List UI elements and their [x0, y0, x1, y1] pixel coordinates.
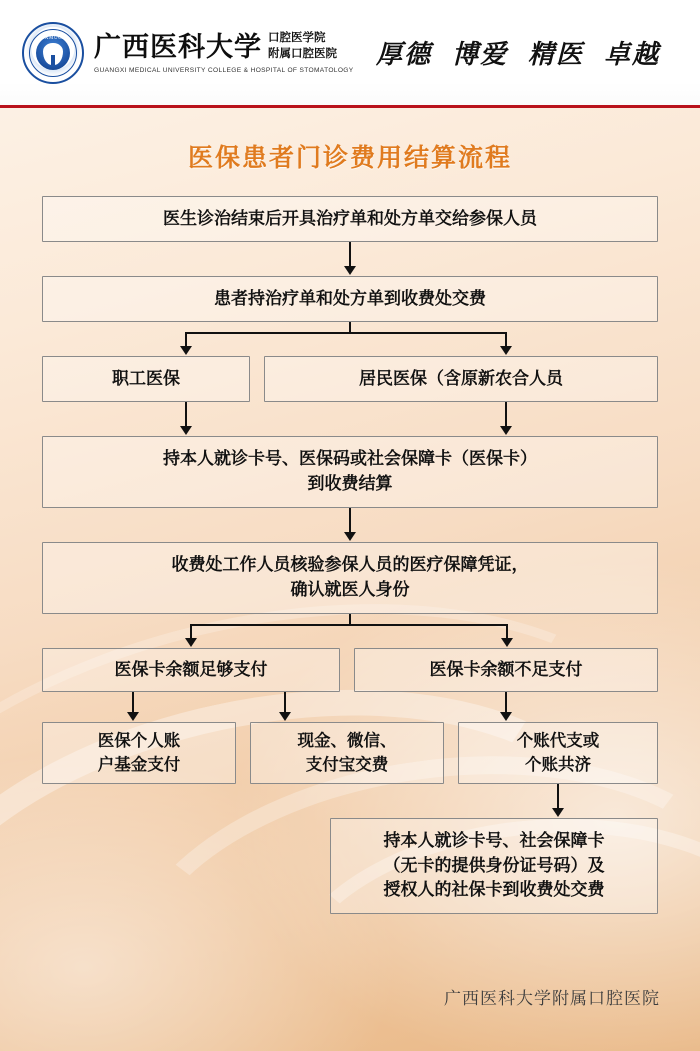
arrow-down-icon	[505, 402, 507, 427]
flow-connector-7	[42, 784, 658, 818]
flow-row-6	[42, 648, 658, 692]
flow-connector-3	[42, 402, 658, 436]
motto-block	[376, 34, 678, 71]
flow-node-branch-employee: 职工医保	[42, 356, 250, 402]
flow-node-pay-account-proxy	[458, 722, 658, 784]
university-name-cn: 广西医科大学	[94, 32, 262, 63]
arrow-down-icon	[190, 624, 192, 639]
flow-node-final-line1: 持本人就诊卡号、社会保障卡	[383, 831, 605, 851]
footer-institution-name: 广西医科大学附属口腔医院	[444, 989, 660, 1008]
motto-word-3: 精医	[527, 40, 584, 69]
crest-text: GXMUCS	[40, 35, 66, 41]
motto-word-1: 厚德	[375, 40, 432, 69]
college-line-1: 口腔医学院	[268, 31, 326, 44]
arrow-down-icon	[557, 784, 559, 809]
flow-node-step3-line2: 到收费结算	[307, 474, 393, 493]
college-line-2: 附属口腔医院	[268, 47, 337, 60]
flow-row-3	[42, 356, 658, 402]
flow-node-step3	[42, 436, 658, 508]
connector-horizontal	[185, 332, 507, 334]
institution-logo	[22, 22, 354, 84]
flowchart	[42, 196, 658, 914]
flow-node-balance-insufficient: 医保卡余额不足支付	[354, 648, 658, 692]
arrow-down-icon	[349, 508, 351, 533]
college-name-cn	[268, 31, 337, 63]
flow-node-final	[330, 818, 658, 914]
flow-node-final-line3: 授权人的社保卡到收费处交费	[383, 880, 605, 900]
poster-header	[0, 0, 700, 108]
flow-row-2	[42, 276, 658, 322]
flow-row-8	[42, 818, 658, 914]
flow-node-pay-insurance-line1: 医保个人账	[97, 731, 181, 751]
flow-connector-2	[42, 322, 658, 356]
flow-row-4	[42, 436, 658, 508]
flow-connector-6	[42, 692, 658, 722]
motto-word-4: 卓越	[603, 40, 660, 69]
flow-node-balance-sufficient: 医保卡余额足够支付	[42, 648, 340, 692]
flow-row-7	[42, 722, 658, 784]
arrow-down-icon	[505, 332, 507, 347]
flow-row-1	[42, 196, 658, 242]
flow-node-pay-insurance-account	[42, 722, 236, 784]
flow-row-5	[42, 542, 658, 614]
motto-word-2: 博爱	[451, 40, 508, 69]
arrow-down-icon	[505, 692, 507, 713]
flow-node-step2: 患者持治疗单和处方单到收费处交费	[42, 276, 658, 322]
flow-node-step4	[42, 542, 658, 614]
connector-stub	[349, 322, 351, 332]
arrow-down-icon	[506, 624, 508, 639]
institution-name-block	[94, 31, 354, 74]
flow-node-pay-cash-line2: 支付宝交费	[305, 755, 389, 774]
university-name-en: GUANGXI MEDICAL UNIVERSITY COLLEGE & HOSPITAL OF STOMATOLOGY	[94, 67, 354, 75]
flow-node-final-line2: （无卡的提供身份证号码）及	[383, 855, 605, 875]
arrow-down-icon	[284, 692, 286, 713]
flow-node-pay-insurance-line2: 户基金支付	[97, 755, 181, 774]
flow-node-pay-cash-online	[250, 722, 444, 784]
arrow-down-icon	[185, 402, 187, 427]
flow-node-branch-resident: 居民医保（含原新农合人员	[264, 356, 658, 402]
page-title: 医保患者门诊费用结算流程	[187, 145, 512, 172]
flow-connector-5	[42, 614, 658, 648]
flow-connector-1	[42, 242, 658, 276]
flow-connector-4	[42, 508, 658, 542]
flow-node-step4-line2: 确认就医人身份	[290, 580, 410, 599]
arrow-down-icon	[185, 332, 187, 347]
flow-node-step1: 医生诊治结束后开具治疗单和处方单交给参保人员	[42, 196, 658, 242]
arrow-down-icon	[349, 242, 351, 267]
connector-horizontal	[190, 624, 506, 626]
flow-node-step3-line1: 持本人就诊卡号、医保码或社会保障卡（医保卡）	[163, 449, 537, 469]
flow-node-pay-proxy-line2: 个账共济	[525, 755, 591, 774]
connector-stub	[349, 614, 351, 624]
arrow-down-icon	[132, 692, 134, 713]
flow-node-pay-cash-line1: 现金、微信、	[297, 731, 397, 751]
flow-node-step4-line1: 收费处工作人员核验参保人员的医疗保障凭证，	[171, 555, 529, 575]
flow-node-pay-proxy-line1: 个账代支或	[516, 731, 600, 751]
university-crest-icon	[22, 22, 84, 84]
